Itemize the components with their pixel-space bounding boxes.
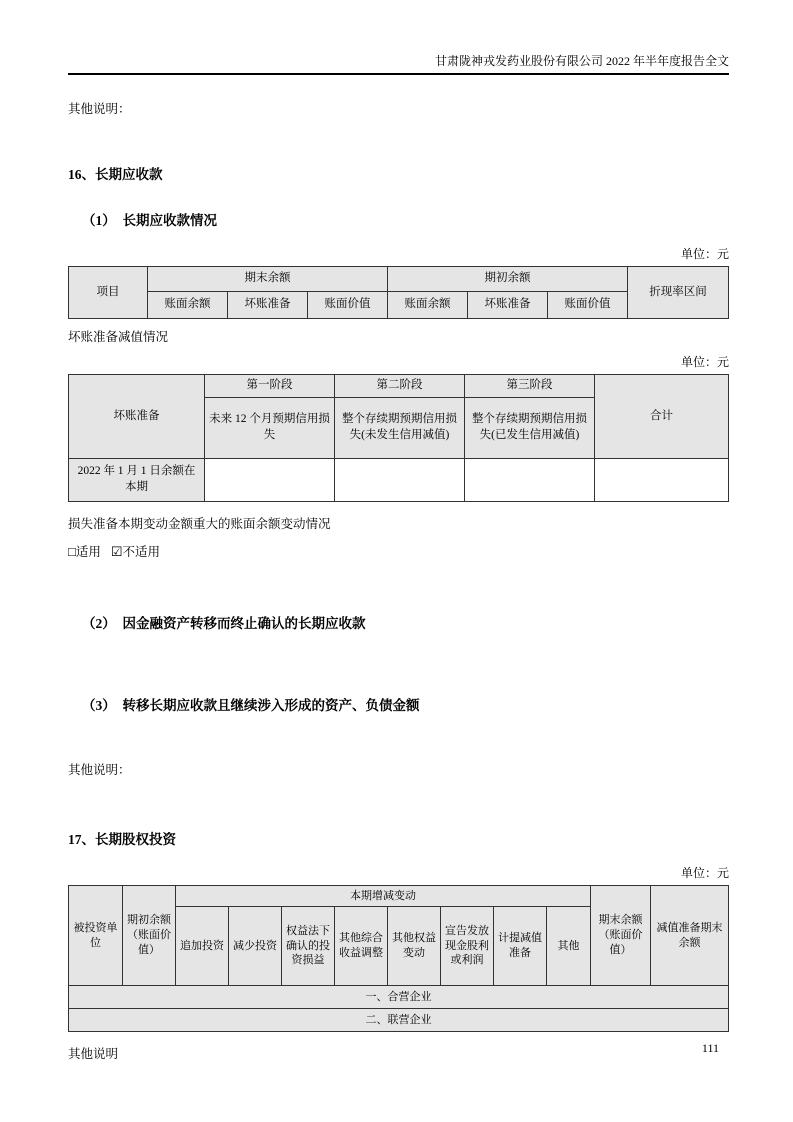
subcol-book-value-end: 账面价值 — [308, 292, 388, 319]
unit-label-2: 单位：元 — [680, 355, 729, 369]
col-additional-investment: 追加投资 — [176, 907, 229, 986]
col-current-period-changes: 本期增减变动 — [176, 886, 591, 907]
col-equity-method-gain-loss: 权益法下确认的投资损益 — [282, 907, 335, 986]
page-number: 111 — [701, 1041, 719, 1055]
row-joint-ventures: 一、合营企业 — [69, 986, 729, 1009]
empty-value-cell — [335, 459, 465, 502]
col-opening-balance-book-value: 期初余额（账面价值） — [123, 886, 176, 986]
applicability-row — [68, 542, 729, 560]
section-16-3-title: （3） 转移长期应收款且继续涉入形成的资产、负债金额 — [82, 698, 420, 713]
empty-value-cell — [595, 459, 729, 502]
col-investee: 被投资单位 — [69, 886, 123, 986]
document-header — [68, 0, 729, 75]
subcol-bad-debt-provision-end: 坏账准备 — [228, 292, 308, 319]
col-discount-rate-range: 折现率区间 — [628, 267, 729, 319]
row-opening-balance-label: 2022 年 1 月 1 日余额在本期 — [69, 459, 205, 502]
empty-value-cell — [465, 459, 595, 502]
bad-debt-provision-stages-table — [68, 374, 729, 502]
col-stage-3: 第三阶段 — [465, 375, 595, 398]
col-beginning-balance: 期初余额 — [388, 267, 628, 292]
col-total: 合计 — [595, 375, 729, 459]
subcol-book-value-begin: 账面价值 — [548, 292, 628, 319]
stage-2-description: 整个存续期预期信用损失(未发生信用减值) — [335, 398, 465, 459]
unit-label-3: 单位：元 — [680, 866, 729, 880]
report-header-title: 甘肃陇神戎发药业股份有限公司 2022 年半年度报告全文 — [434, 54, 729, 68]
stage-1-description: 未来 12 个月预期信用损失 — [205, 398, 335, 459]
section-16-2-title: （2） 因金融资产转移而终止确认的长期应收款 — [82, 616, 366, 631]
col-reduced-investment: 减少投资 — [229, 907, 282, 986]
other-notes-bottom: 其他说明 — [68, 1047, 119, 1061]
not-applicable-label: 不适用 — [122, 545, 161, 559]
subcol-bad-debt-provision-begin: 坏账准备 — [468, 292, 548, 319]
checkbox-checked-icon: ☑ — [110, 544, 123, 559]
applicable-option — [68, 545, 101, 559]
stage-3-description: 整个存续期预期信用损失(已发生信用减值) — [465, 398, 595, 459]
other-notes-middle: 其他说明： — [68, 763, 131, 777]
col-other: 其他 — [547, 907, 591, 986]
subcol-book-balance-begin: 账面余额 — [388, 292, 468, 319]
row-header-bad-debt-provision: 坏账准备 — [69, 375, 205, 459]
loss-provision-change-note: 损失准备本期变动金额重大的账面余额变动情况 — [68, 517, 331, 531]
unit-label-1: 单位：元 — [680, 247, 729, 261]
col-impairment-closing-balance: 减值准备期末余额 — [651, 886, 729, 986]
applicable-label: 适用 — [75, 545, 101, 559]
col-ending-balance: 期末余额 — [148, 267, 388, 292]
checkbox-unchecked-icon: □ — [68, 544, 76, 559]
other-notes-top: 其他说明： — [68, 102, 131, 116]
subcol-book-balance-end: 账面余额 — [148, 292, 228, 319]
col-declared-cash-dividends: 宣告发放现金股利或利润 — [441, 907, 494, 986]
empty-value-cell — [205, 459, 335, 502]
col-item: 项目 — [69, 267, 148, 319]
col-stage-2: 第二阶段 — [335, 375, 465, 398]
col-closing-balance-book-value: 期末余额（账面价值） — [591, 886, 651, 986]
long-term-equity-investment-table — [68, 885, 729, 1032]
col-other-equity-changes: 其他权益变动 — [388, 907, 441, 986]
col-impairment-provision: 计提减值准备 — [494, 907, 547, 986]
section-16-title: 16、长期应收款 — [68, 167, 163, 182]
col-stage-1: 第一阶段 — [205, 375, 335, 398]
col-other-comprehensive-income-adjustment: 其他综合收益调整 — [335, 907, 388, 986]
long-term-receivables-table — [68, 266, 729, 319]
section-16-1-title: （1） 长期应收款情况 — [82, 213, 217, 228]
not-applicable-option — [111, 545, 160, 559]
section-17-title: 17、长期股权投资 — [68, 832, 176, 847]
row-associates: 二、联营企业 — [69, 1009, 729, 1032]
bad-debt-impairment-heading: 坏账准备减值情况 — [68, 330, 169, 344]
